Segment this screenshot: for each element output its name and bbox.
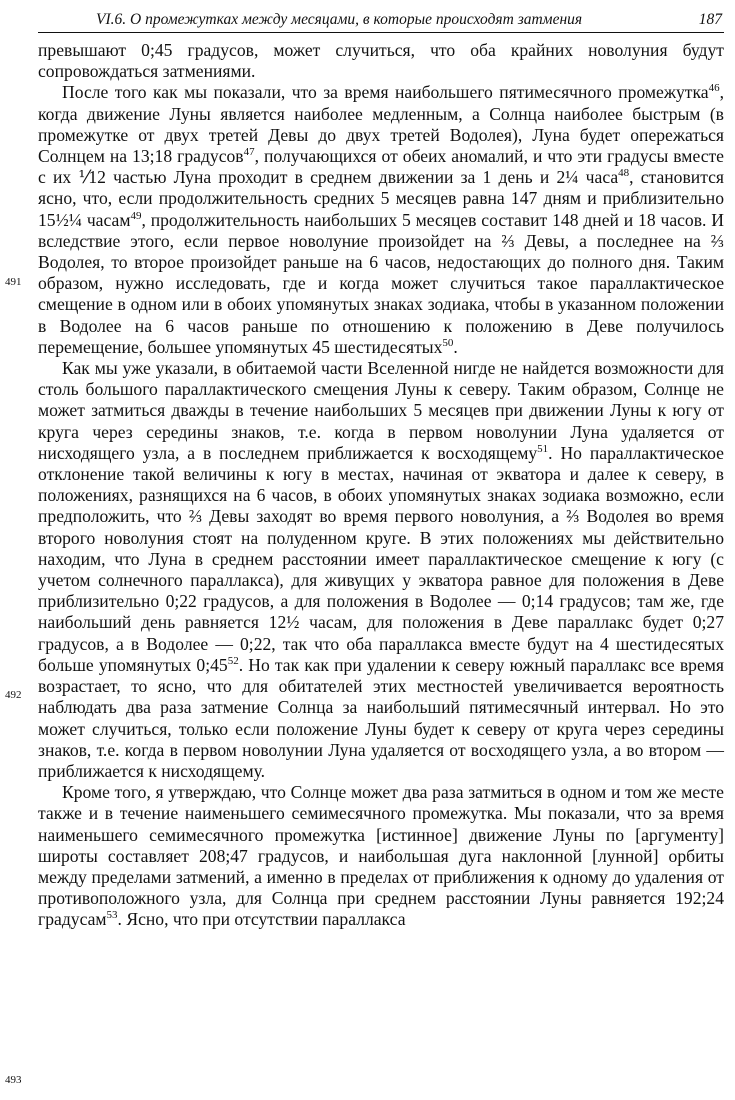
paragraph	[38, 82, 724, 358]
running-title: VI.6. О промежутках между месяцами, в которые происходят затмения	[96, 11, 583, 28]
footnote-marker: 47	[243, 146, 255, 159]
margin-line-number: 491	[5, 276, 22, 288]
body-text	[38, 40, 724, 931]
paragraph	[38, 358, 724, 782]
paragraph	[38, 782, 724, 930]
footnote-marker: 50	[442, 336, 454, 349]
text-run: Как мы уже указали, в обитаемой части Вселенной нигде не найдется возможности для столь большого параллактического смещения Луны к северу. Таким образом, Солнце не может затмиться дважды в течение наибольших 5 месяцев при движении Луны к югу от круга через середины знаков, т.е. когда в первом новолунии Луна удаляется от нисходящего узла, а в последнем приближается к восходящему	[38, 358, 724, 463]
footnote-marker: 46	[708, 82, 720, 95]
footnote-marker: 48	[618, 167, 630, 180]
margin-line-number: 492	[5, 689, 22, 701]
running-header	[38, 8, 724, 33]
paragraph	[38, 40, 724, 82]
text-run: превышают 0;45 градусов, может случиться, что оба крайних новолуния будут сопровождаться затмениями.	[38, 40, 724, 82]
margin-line-number: 493	[5, 1074, 22, 1086]
text-run: . Ясно, что при отсутствии параллакса	[117, 909, 406, 930]
text-run: , получающихся от обеих аномалий, и что эти градусы вместе с их ⅟12 частью Луна проходит в среднем движении за 1 день и 2¼ часа	[38, 146, 724, 188]
footnote-marker: 51	[537, 442, 549, 455]
page-number: 187	[698, 11, 722, 28]
text-run: . Но параллактическое отклонение такой величины к югу в местах, начиная от экватора и далее к северу, в положениях, разнящихся на 6 часов, в обоих упомянутых знаках зодиака возможно, если предположить, что ⅔ Девы заходят во время первого новолуния, а ⅔ Водолея во время второго новолуния стоят на полуденном круге. В этих положениях мы действительно находим, что Луна в среднем расстоянии имеет параллактическое смещение к югу (с учетом солнечного параллакса), для живущих у экватора равное для положения в Деве приблизительно 0;22 градусов, а для положения в Водолее — 0;14 градусов; там же, где наибольший день равняется 12½ часам, для положения в Деве параллакс будет 0;27 градусов, а в Водолее — 0;22, так что оба параллакса вместе будут на 4 шестидесятых больше упомянутых 0;45	[38, 442, 724, 675]
text-run: , когда движение Луны является наиболее медленным, а Солнца наиболее быстрым (в промежутке от двух третей Девы до двух третей Водолея), Луна будет опережаться Солнцем на 13;18 градусов	[38, 82, 724, 167]
text-run: . Но так как при удалении к северу южный параллакс все время возрастает, то ясно, что для обитателей этих местностей увеличивается вероятность наблюдать два раза затмение Солнца за наибольший пятимесячный интервал. Но это может случиться, только если положение Луны будет к северу от круга через середины знаков, т.е. когда в первом новолунии Луна удаляется от восходящего узла, а во втором — приближается к нисходящему.	[38, 654, 724, 781]
footnote-marker: 52	[227, 654, 239, 667]
text-run: , продолжительность наибольших 5 месяцев составит 148 дней и 18 часов. И вследствие этого, если первое новолуние произойдет на ⅔ Девы, а последнее на ⅔ Водолея, то второе произойдет раньше на 6 часов, недостающих до полного дня. Таким образом, нужно исследовать, где и когда может случиться такое параллактическое смещение в одном или в обоих упомянутых знаках зодиака, чтобы в указанном положении в Водолее на 6 часов раньше по отношению к положению в Деве получилось перемещение, большее упомянутых 45 шестидесятых	[38, 209, 724, 357]
footnote-marker: 49	[130, 209, 142, 222]
text-run: После того как мы показали, что за время наибольшего пятимесячного промежутка	[62, 82, 709, 103]
text-run: Кроме того, я утверждаю, что Солнце может два раза затмиться в одном и том же месте также и в течение наименьшего семимесячного промежутка. Мы показали, что за время наименьшего семимесячного промежутка [истинное] движение Луны по [аргументу] широты составляет 208;47 градусов, и наибольшая дуга наклонной [лунной] орбиты между пределами затмений, а именно в пределах от приближения к одному до удаления от противоположного узла, для Солнца при среднем расстоянии Луны равняется 192;24 градусам	[38, 782, 724, 930]
footnote-marker: 53	[106, 909, 118, 922]
text-run: .	[453, 336, 458, 357]
text-run: , становится ясно, что, если продолжительность средних 5 месяцев равна 147 дням и приблизительно 15½¼ часам	[38, 167, 724, 230]
